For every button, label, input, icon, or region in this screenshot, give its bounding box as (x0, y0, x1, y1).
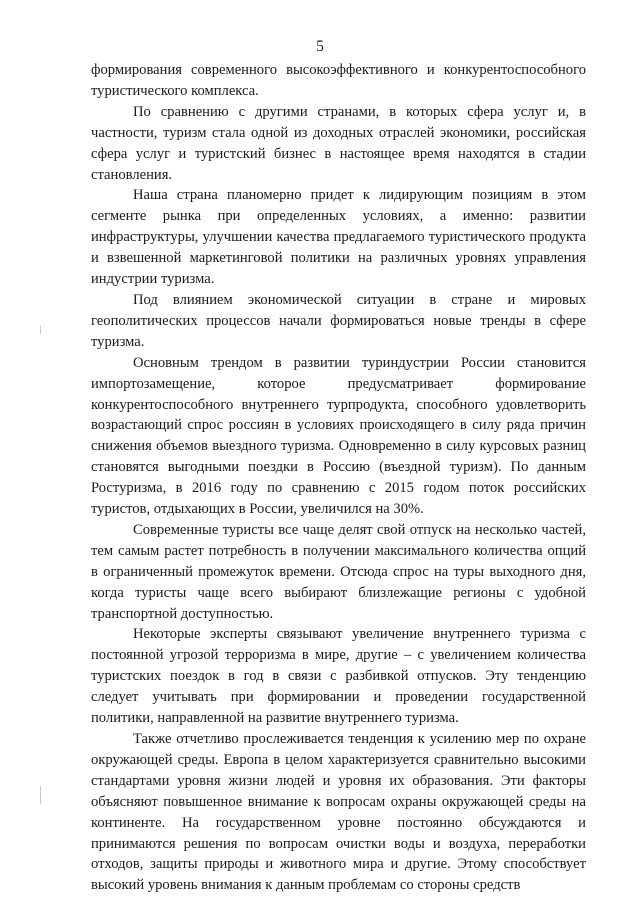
paragraph-2: По сравнению с другими странами, в которых сфера услуг и, в частности, туризм стала одной из доходных отраслей экономики, российская сфера услуг и туристский бизнес в настоящее время находятся в стадии становления. (91, 103, 586, 183)
body-text (91, 60, 586, 896)
paragraph-7: Некоторые эксперты связывают увеличение внутреннего туризма с постоянной угрозой терроризма в мире, другие – с увеличением количества туристских поездок в год в связи с разбивкой отпусков. Эту тенденцию следует учитывать при формировании и проведении государственной политики, направленной на развитие внутреннего туризма. (91, 626, 586, 727)
page-number: 5 (316, 38, 324, 55)
paragraph-8: Также отчетливо прослеживается тенденция к усилению мер по охране окружающей среды. Европа в целом характеризуется сравнительно высокими стандартами уровня жизни людей и уровня их образования. Эти факторы объясняют повышенное внимание к вопросам охраны окружающей среды на континенте. На государственном уровне постоянно обсуждаются и принимаются решения по вопросам очистки воды и воздуха, переработки отходов, защиты природы и животного мира и другие. Этому способствует высокий уровень внимания к данным проблемам со стороны средств (91, 731, 586, 894)
paragraph-1: формирования современного высокоэффективного и конкурентоспособного туристического комплекса. (91, 62, 586, 99)
paragraph-3: Наша страна планомерно придет к лидирующим позициям в этом сегменте рынка при определенных условиях, а именно: развитии инфраструктуры, улучшении качества предлагаемого туристического продукта и взвешенной маркетинговой политики на различных уровнях управления индустрии туризма. (91, 187, 586, 288)
scan-margin-mark-top (40, 326, 41, 334)
scan-margin-mark-bottom (40, 786, 41, 804)
paragraph-4: Под влиянием экономической ситуации в стране и мировых геополитических процессов начали формироваться новые тренды в сфере туризма. (91, 291, 586, 350)
paragraph-5: Основным трендом в развитии туриндустрии России становится импортозамещение, которое предусматривает формирование конкурентоспособного внутреннего турпродукта, способного удовлетворить возрастающий спрос россиян в условиях происходящего в силу ряда причин снижения объемов выездного туризма. Одновременно в силу курсовых разниц становятся выгодными поездки в Россию (въездной туризм). По данным Ростуризма, в 2016 году по сравнению с 2015 годом поток российских туристов, отдыхающих в России, увеличился на 30%. (91, 354, 586, 518)
paragraph-6: Современные туристы все чаще делят свой отпуск на несколько частей, тем самым растет потребность в получении максимального количества опций в ограниченный промежуток времени. Отсюда спрос на туры выходного дня, когда туристы чаще всего выбирают близлежащие регионы с удобной транспортной доступностью. (91, 521, 586, 622)
